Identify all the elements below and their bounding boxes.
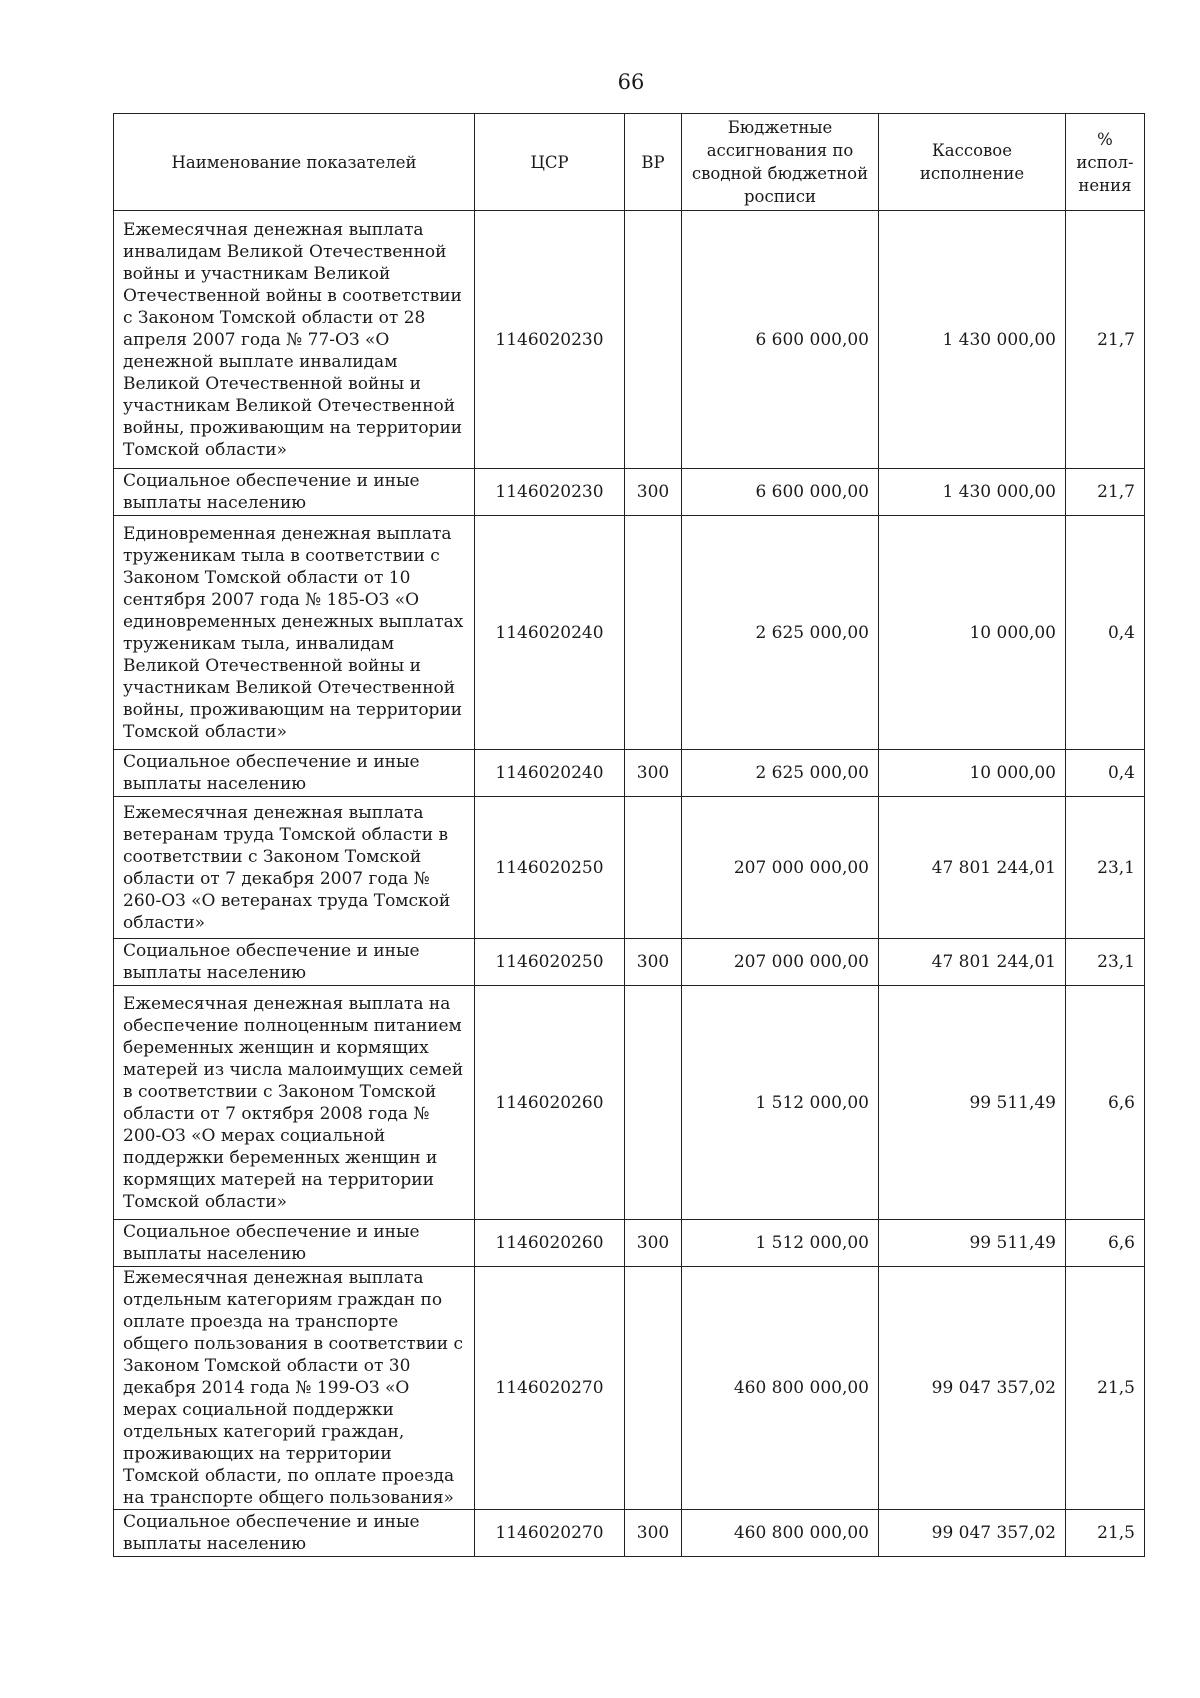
budget-table (113, 113, 1145, 1557)
row-pct: 23,1 (1066, 797, 1145, 939)
row-budget: 460 800 000,00 (682, 1267, 879, 1510)
row-budget: 2 625 000,00 (682, 750, 879, 797)
page-number: 66 (617, 70, 645, 94)
row-pct: 0,4 (1066, 516, 1145, 750)
row-vr (625, 211, 682, 469)
table-header-row (114, 114, 1145, 211)
table-row (114, 1510, 1145, 1557)
row-pct: 6,6 (1066, 986, 1145, 1220)
header-vr: ВР (625, 114, 682, 211)
row-pct: 21,7 (1066, 211, 1145, 469)
row-budget: 460 800 000,00 (682, 1510, 879, 1557)
row-name: Ежемесячная денежная выплата на обеспечение полноценным питанием беременных женщин и кормящих матерей из числа малоимущих семей в соответствии с Законом Томской области от 7 октября 2008 года № 200-ОЗ «О мерах социальной поддержки беременных женщин и кормящих матерей на территории Томской области» (114, 986, 475, 1220)
row-name: Социальное обеспечение и иные выплаты населению (114, 469, 475, 516)
row-name: Социальное обеспечение и иные выплаты населению (114, 750, 475, 797)
header-budget: Бюджетные ассигнования по сводной бюджетной росписи (682, 114, 879, 211)
table-row (114, 986, 1145, 1220)
row-pct: 0,4 (1066, 750, 1145, 797)
row-name: Социальное обеспечение и иные выплаты населению (114, 939, 475, 986)
row-name: Социальное обеспечение и иные выплаты населению (114, 1220, 475, 1267)
table-row (114, 1267, 1145, 1510)
row-budget: 6 600 000,00 (682, 211, 879, 469)
header-cash: Кассовое исполнение (879, 114, 1066, 211)
row-cash: 1 430 000,00 (879, 211, 1066, 469)
row-pct: 23,1 (1066, 939, 1145, 986)
row-cash: 10 000,00 (879, 750, 1066, 797)
table-row (114, 1220, 1145, 1267)
row-budget: 1 512 000,00 (682, 986, 879, 1220)
row-vr (625, 1267, 682, 1510)
row-pct: 6,6 (1066, 1220, 1145, 1267)
row-budget: 207 000 000,00 (682, 939, 879, 986)
row-vr: 300 (625, 1510, 682, 1557)
row-vr (625, 516, 682, 750)
table-row (114, 750, 1145, 797)
row-cash: 99 511,49 (879, 986, 1066, 1220)
row-name: Единовременная денежная выплата труженикам тыла в соответствии с Законом Томской области от 10 сентября 2007 года № 185-ОЗ «О единовременных денежных выплатах труженикам тыла, инвалидам Великой Отечественной войны и участникам Великой Отечественной войны, проживающим на территории Томской области» (114, 516, 475, 750)
row-csr: 1146020270 (475, 1510, 625, 1557)
row-budget: 207 000 000,00 (682, 797, 879, 939)
row-budget: 2 625 000,00 (682, 516, 879, 750)
table-row (114, 516, 1145, 750)
header-name: Наименование показателей (114, 114, 475, 211)
row-cash: 10 000,00 (879, 516, 1066, 750)
header-pct: % испол-нения (1066, 114, 1145, 211)
row-csr: 1146020250 (475, 797, 625, 939)
row-csr: 1146020230 (475, 469, 625, 516)
row-csr: 1146020270 (475, 1267, 625, 1510)
row-name: Социальное обеспечение и иные выплаты населению (114, 1510, 475, 1557)
row-pct: 21,7 (1066, 469, 1145, 516)
table-row (114, 211, 1145, 469)
table-row (114, 469, 1145, 516)
row-name: Ежемесячная денежная выплата инвалидам Великой Отечественной войны и участникам Великой Отечественной войны в соответствии с Законом Томской области от 28 апреля 2007 года № 77-ОЗ «О денежной выплате инвалидам Великой Отечественной войны и участникам Великой Отечественной войны, проживающим на территории Томской области» (114, 211, 475, 469)
row-vr: 300 (625, 1220, 682, 1267)
table-row (114, 797, 1145, 939)
row-csr: 1146020250 (475, 939, 625, 986)
row-cash: 99 511,49 (879, 1220, 1066, 1267)
row-vr (625, 797, 682, 939)
row-cash: 99 047 357,02 (879, 1510, 1066, 1557)
row-cash: 1 430 000,00 (879, 469, 1066, 516)
row-pct: 21,5 (1066, 1510, 1145, 1557)
row-cash: 47 801 244,01 (879, 939, 1066, 986)
row-cash: 47 801 244,01 (879, 797, 1066, 939)
header-csr: ЦСР (475, 114, 625, 211)
row-csr: 1146020230 (475, 211, 625, 469)
row-budget: 6 600 000,00 (682, 469, 879, 516)
row-csr: 1146020240 (475, 750, 625, 797)
row-vr: 300 (625, 939, 682, 986)
row-csr: 1146020240 (475, 516, 625, 750)
row-name: Ежемесячная денежная выплата ветеранам труда Томской области в соответствии с Законом Томской области от 7 декабря 2007 года № 260-ОЗ «О ветеранах труда Томской области» (114, 797, 475, 939)
row-vr: 300 (625, 469, 682, 516)
row-csr: 1146020260 (475, 986, 625, 1220)
row-budget: 1 512 000,00 (682, 1220, 879, 1267)
row-csr: 1146020260 (475, 1220, 625, 1267)
table-row (114, 939, 1145, 986)
row-vr (625, 986, 682, 1220)
row-cash: 99 047 357,02 (879, 1267, 1066, 1510)
row-name: Ежемесячная денежная выплата отдельным категориям граждан по оплате проезда на транспорте общего пользования в соответствии с Законом Томской области от 30 декабря 2014 года № 199-ОЗ «О мерах социальной поддержки отдельных категорий граждан, проживающих на территории Томской области, по оплате проезда на транспорте общего пользования» (114, 1267, 475, 1510)
row-vr: 300 (625, 750, 682, 797)
row-pct: 21,5 (1066, 1267, 1145, 1510)
